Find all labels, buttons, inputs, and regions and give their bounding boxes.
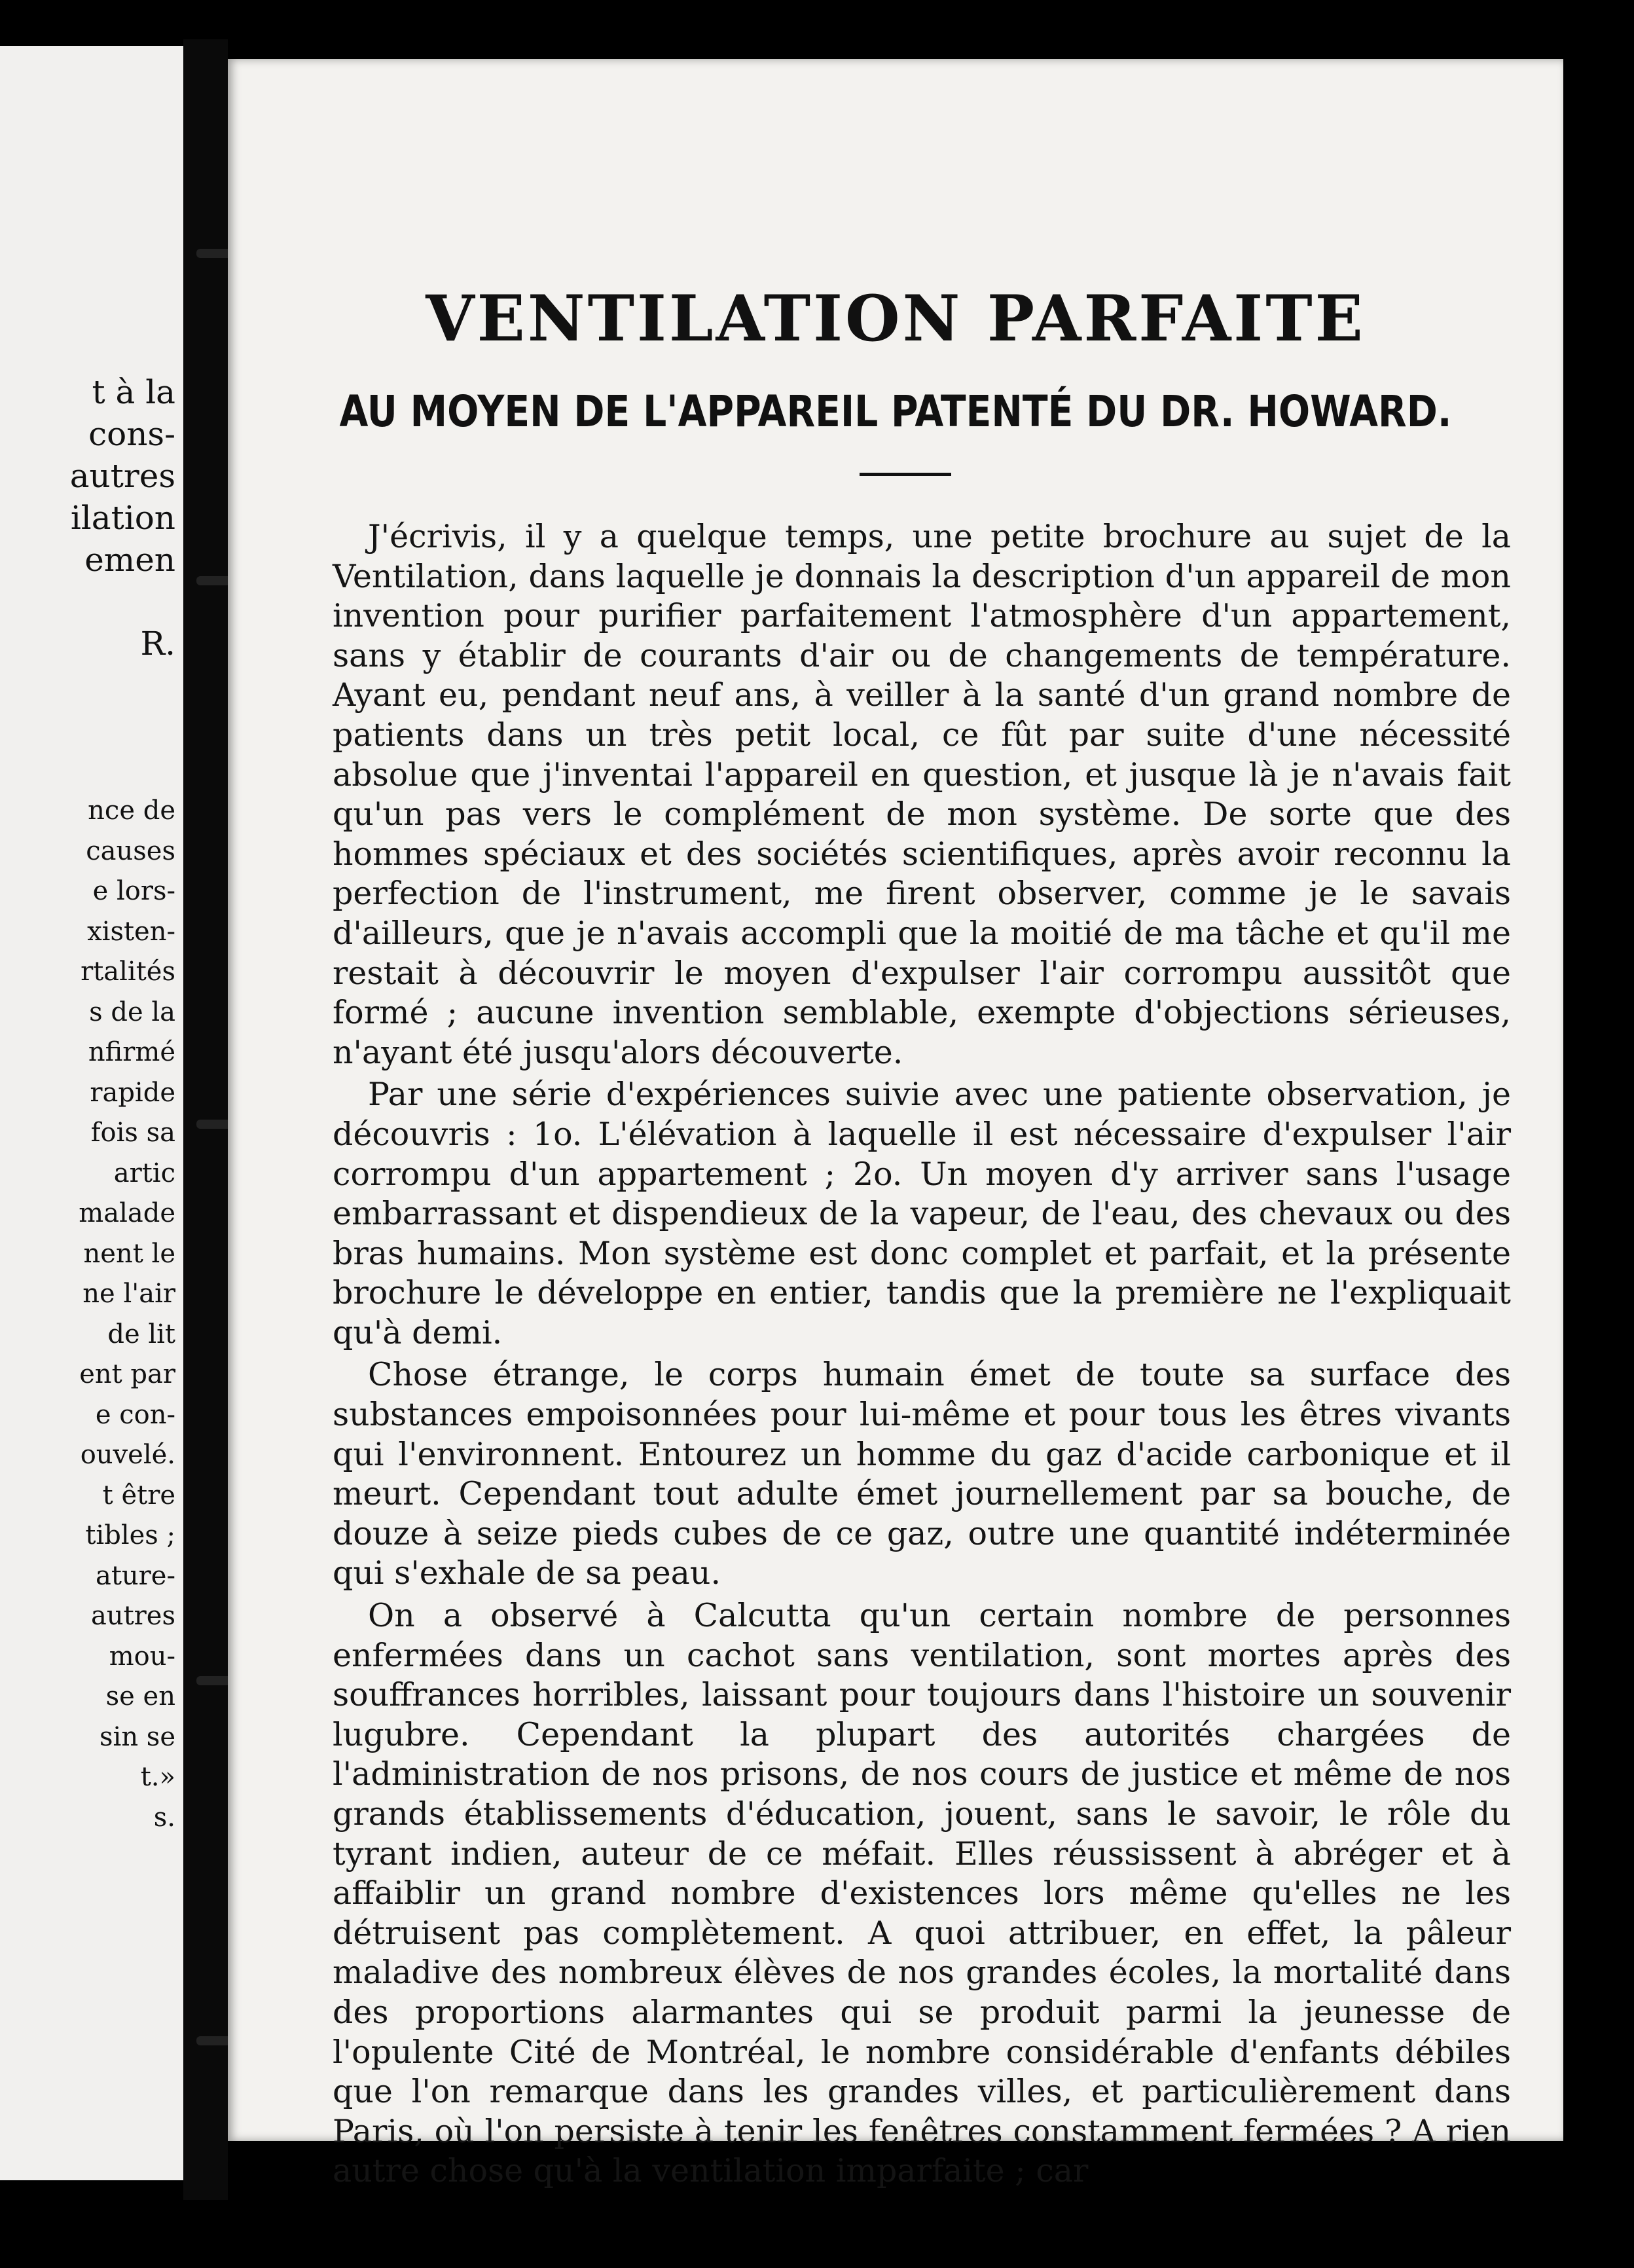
page-title: VENTILATION PARFAITE bbox=[426, 282, 1366, 356]
previous-page-line: ne l'air bbox=[82, 1279, 175, 1309]
previous-page-line: autres bbox=[90, 1601, 175, 1631]
previous-page-line: ent par bbox=[79, 1359, 175, 1389]
previous-page-line: emen bbox=[84, 541, 175, 579]
paragraph: On a observé à Calcutta qu'un certain nombre de personnes enfermées dans un cachot sans ventilation, sont mortes après des souffrances horribles, laissant pour toujours dans l'histoire un souvenir lugubre. Cependant la plupart des autorités chargées de l'administration de nos prisons, de nos cours de justice et même de nos grands établissements d'éducation, jouent, sans le savoir, le rôle du tyrant indien, auteur de ce méfait. Elles réussissent à abréger et à affaiblir un grand nombre d'existences lors même qu'elles ne les détruisent pas complètement. A quoi attribuer, en effet, la pâleur maladive des nombreux élèves de nos grandes écoles, la mortalité dans des proportions alarmantes qui se produit parmi la jeunesse de l'opulente Cité de Montréal, le nombre considérable d'enfants débiles que l'on remarque dans les grandes villes, et particulièrement dans Paris, où l'on persiste à tenir les fenêtres constamment fermées ? A rien autre chose qu'à la ventilation imparfaite ; car bbox=[333, 1597, 1511, 2190]
paragraph: Chose étrange, le corps humain émet de toute sa surface des substances empoisonnées pour lui-même et pour tous les êtres vivants qui l'environnent. Entourez un homme du gaz d'acide carbonique et il meurt. Cependant tout adulte émet journellement par sa bouche, de douze à seize pieds cubes de ce gaz, outre une quantité indéterminée qui s'exhale de sa peau. bbox=[333, 1356, 1511, 1592]
previous-page-fragment bbox=[0, 46, 183, 2180]
previous-page-line: xisten- bbox=[87, 916, 175, 947]
previous-page-line: e lors- bbox=[92, 876, 175, 906]
previous-page-line: ature- bbox=[96, 1560, 175, 1591]
previous-page-line: malade bbox=[79, 1198, 175, 1228]
paragraph: Par une série d'expériences suivie avec une patiente observation, je découvris : 1o. L'élévation à laquelle il est nécessaire d'expulser l'air corrompu d'un appartement ; 2o. Un moyen d'y arriver sans l'usage embarrassant et dispendieux de la vapeur, de l'eau, des chevaux ou des bras humains. Mon système est donc complet et parfait, et la présente brochure le développe en entier, tandis que la première ne l'expliquait qu'à demi. bbox=[333, 1076, 1511, 1351]
title-divider bbox=[860, 473, 951, 476]
previous-page-line: s. bbox=[153, 1802, 175, 1833]
previous-page-line: fois sa bbox=[90, 1118, 175, 1148]
previous-page-line: t à la bbox=[92, 373, 175, 411]
previous-page-line: mou- bbox=[109, 1641, 175, 1672]
previous-page-line: nent le bbox=[83, 1238, 175, 1269]
previous-page-line: ouvelé. bbox=[80, 1440, 175, 1470]
previous-page-line: sin se bbox=[100, 1721, 175, 1752]
previous-page-line: de lit bbox=[107, 1319, 175, 1349]
document-page bbox=[228, 59, 1563, 2190]
previous-page-line: artic bbox=[113, 1158, 175, 1188]
previous-page-line: rtalités bbox=[81, 957, 175, 987]
previous-page-line: rapide bbox=[90, 1077, 175, 1108]
previous-page-line: causes bbox=[86, 835, 175, 866]
paragraph: J'écrivis, il y a quelque temps, une petite brochure au sujet de la Ventilation, dans laquelle je donnais la description d'un appareil de mon invention pour purifier parfaitement l'atmosphère d'un appartement, sans y établir de courants d'air ou de changements de température. Ayant eu, pendant neuf ans, à veiller à la santé d'un grand nombre de patients dans un très petit local, ce fût par suite d'une nécessité absolue que j'inventai l'appareil en question, et jusque là je n'avais fait qu'un pas vers le complément de mon système. De sorte que des hommes spéciaux et des sociétés scientifiques, après avoir reconnu la perfection de l'instrument, me firent observer, comme je le savais d'ailleurs, que je n'avais accompli que la moitié de ma tâche et qu'il me restait à découvrir le moyen d'expulser l'air corrompu aussitôt que formé ; aucune invention semblable, exempte d'objections sérieuses, n'ayant été jusqu'alors découverte. bbox=[333, 518, 1511, 1071]
previous-page-line: cons- bbox=[88, 415, 175, 453]
previous-page-line: t.» bbox=[140, 1762, 175, 1792]
previous-page-line: autres bbox=[69, 457, 175, 495]
previous-page-line: e con- bbox=[95, 1399, 175, 1430]
previous-page-line: tibles ; bbox=[85, 1520, 175, 1550]
previous-page-line: nfirmé bbox=[88, 1037, 175, 1067]
previous-page-line: nce de bbox=[88, 796, 175, 826]
body-text bbox=[333, 517, 1511, 2191]
previous-page-line: s de la bbox=[89, 997, 175, 1027]
page-subtitle: AU MOYEN DE L'APPAREIL PATENTÉ DU DR. HOWARD. bbox=[339, 386, 1452, 437]
previous-page-line: R. bbox=[140, 625, 175, 663]
previous-page-line: ilation bbox=[70, 499, 175, 537]
previous-page-line: se en bbox=[105, 1681, 175, 1711]
previous-page-line: t être bbox=[102, 1480, 175, 1510]
